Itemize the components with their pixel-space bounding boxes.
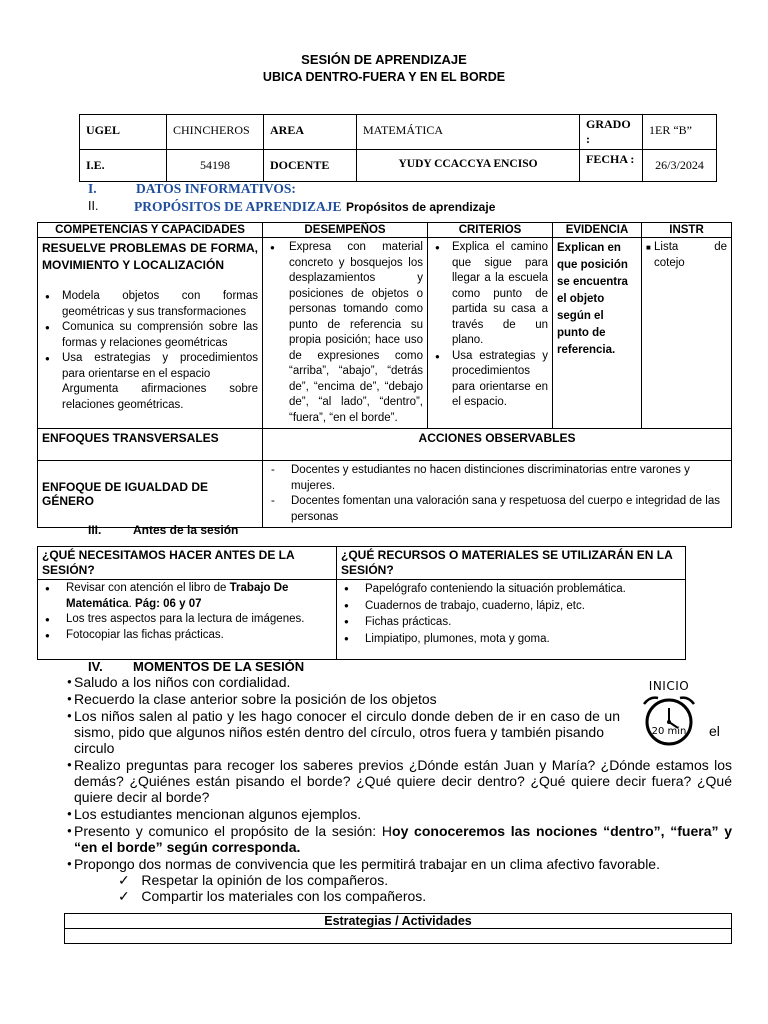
acciones-cell bbox=[263, 461, 732, 528]
ie-value: 54198 bbox=[167, 150, 264, 182]
section-2-number: II. bbox=[88, 199, 99, 213]
ugel-label: UGEL bbox=[80, 115, 167, 150]
evidencia-text: Explican en que posición se encuentra el objeto según el punto de referencia. bbox=[557, 242, 628, 356]
enfoques-label: ENFOQUES TRANSVERSALES bbox=[38, 429, 263, 461]
header-instr: INSTR bbox=[642, 223, 732, 238]
area-label: AREA bbox=[264, 115, 357, 150]
criterios-cell bbox=[428, 238, 553, 429]
docente-value: YUDY CCACCYA ENCISO bbox=[357, 150, 580, 182]
capacidades-list bbox=[42, 289, 258, 382]
desempeno-text: ● Expresa con material concreto y bosquejos los desplazamientos y posiciones de objetos o personas tomando como punto de referencia su propia posición; hace uso de expresiones como “arriba”, “abajo”, “detrás de”, “encima de”, “debajo de”, “al lado”, “dentro”, “fuera”, “en el borde”. bbox=[267, 240, 423, 426]
check-icon: ✓ bbox=[118, 872, 130, 888]
antes-left-cell bbox=[38, 580, 337, 660]
page-subtitle: UBICA DENTRO-FUERA Y EN EL BORDE bbox=[262, 70, 506, 84]
ugel-value: CHINCHEROS bbox=[167, 115, 264, 150]
antes-right-item: ● Limpiatipo, plumones, mota y goma. bbox=[341, 631, 681, 648]
antes-right-item: ● Cuadernos de trabajo, cuaderno, lápiz, etc. bbox=[341, 598, 681, 615]
square-bullet-icon: ■ bbox=[646, 243, 651, 252]
capacidad-extra: Argumenta afirmaciones sobre relaciones geométricas. bbox=[62, 383, 258, 411]
desempeno-cell bbox=[263, 238, 428, 429]
instrumento-item bbox=[646, 240, 727, 271]
antes-right-list bbox=[341, 581, 681, 647]
antes-right-item: ● Fichas prácticas. bbox=[341, 614, 681, 631]
section-2-subtitle: Propósitos de aprendizaje bbox=[346, 200, 496, 214]
dash-bullet: - bbox=[271, 464, 275, 476]
section-1-number: I. bbox=[88, 181, 97, 196]
alarm-clock-icon bbox=[632, 692, 706, 748]
momento-el-word: el bbox=[709, 723, 720, 739]
antes-right-cell bbox=[337, 580, 686, 660]
section-1-title: DATOS INFORMATIVOS: bbox=[136, 181, 296, 196]
header-criterios: CRITERIOS bbox=[428, 223, 553, 238]
antes-left-item: ● Revisar con atención el libro de Trabajo De Matemática. Pág: 06 y 07 bbox=[42, 581, 332, 612]
clock-label: INICIO bbox=[648, 679, 690, 693]
momento-item: ● Saludo a los niños con cordialidad. bbox=[64, 674, 732, 690]
enfoque-name: ENFOQUE DE IGUALDAD DE GÉNERO bbox=[38, 461, 263, 528]
instrumento-text: Lista de cotejo bbox=[654, 241, 727, 269]
page-title: SESIÓN DE APRENDIZAJE bbox=[301, 52, 467, 67]
accion-item bbox=[267, 494, 727, 525]
section-2-title: PROPÓSITOS DE APRENDIZAJE bbox=[134, 199, 342, 214]
instrumento-cell bbox=[642, 238, 732, 429]
docente-label: DOCENTE bbox=[264, 150, 357, 182]
antes-left-list bbox=[42, 581, 332, 643]
header-competencias: COMPETENCIAS Y CAPACIDADES bbox=[38, 223, 263, 238]
section-4-number: IV. bbox=[88, 659, 103, 674]
accion-item bbox=[267, 463, 727, 494]
section-3-number: III. bbox=[88, 523, 102, 537]
criterio-item: ● Usa estrategias y procedimientos para orientarse en el espacio. bbox=[432, 349, 548, 411]
antes-left-item: ● Fotocopiar las fichas prácticas. bbox=[42, 628, 332, 644]
capacidad-item: ● Modela objetos con formas geométricas y sus transformaciones bbox=[42, 289, 258, 320]
info-table bbox=[79, 114, 717, 182]
header-evidencia: EVIDENCIA bbox=[553, 223, 642, 238]
competencia-title: RESUELVE PROBLEMAS DE FORMA, MOVIMIENTO Y LOCALIZACIÓN bbox=[42, 241, 258, 272]
capacidad-item: ● Comunica su comprensión sobre las formas y relaciones geométricas bbox=[42, 320, 258, 351]
criterio-item: ● Explica el camino que sigue para llegar a la escuela como punto de partida su casa a través de un plano. bbox=[432, 240, 548, 349]
estrategias-empty-row bbox=[65, 929, 732, 944]
header-desempenos: DESEMPEÑOS bbox=[263, 223, 428, 238]
grado-value: 1ER “B” bbox=[643, 115, 717, 150]
fecha-value: 26/3/2024 bbox=[643, 150, 717, 182]
section-4-title: MOMENTOS DE LA SESIÓN bbox=[133, 659, 305, 674]
momento-item: ● Propongo dos normas de convivencia que les permitirá trabajar en un clima afectivo favorable. bbox=[64, 856, 732, 872]
dash-bullet: - bbox=[271, 495, 275, 507]
evidencia-cell bbox=[553, 238, 642, 429]
clock-time: 20 min bbox=[651, 726, 687, 737]
norma-item: ✓ Respetar la opinión de los compañeros. bbox=[118, 872, 389, 888]
competencias-table bbox=[37, 222, 732, 528]
capacidad-item: ● Usa estrategias y procedimientos para orientarse en el espacio bbox=[42, 351, 258, 382]
momento-circulo-word: circulo bbox=[74, 740, 115, 756]
criterios-list bbox=[432, 240, 548, 411]
momento-item: ● Los estudiantes mencionan algunos ejemplos. bbox=[64, 806, 732, 822]
competencia-cell bbox=[38, 238, 263, 429]
estrategias-title: Estrategias / Actividades bbox=[65, 914, 732, 929]
section-2-heading bbox=[134, 198, 495, 216]
momento-item: ● Realizo preguntas para recoger los saberes previos ¿Dónde están Juan y María? ¿Dónde estamos los demás? ¿Quiénes están pisando el borde? ¿Qué quiere decir dentro? ¿Qué quiere decir fuera? ¿Qué quiere decir al borde? bbox=[64, 757, 732, 805]
antes-left-item: ● Los tres aspectos para la lectura de imágenes. bbox=[42, 612, 332, 628]
norma-item: ✓ Compartir los materiales con los compañeros. bbox=[118, 888, 427, 904]
fecha-label: FECHA : bbox=[580, 150, 643, 182]
estrategias-table bbox=[64, 913, 732, 944]
section-3-title: Antes de la sesión bbox=[133, 523, 239, 537]
momento-item-proposito: ● Presento y comunico el propósito de la sesión: Hoy conoceremos las nociones “dentro”, “fuera” y “en el borde” según corresponda. bbox=[64, 823, 732, 855]
acciones-label: ACCIONES OBSERVABLES bbox=[263, 429, 732, 461]
check-icon: ✓ bbox=[118, 888, 130, 904]
antes-header-right: ¿QUÉ RECURSOS O MATERIALES SE UTILIZARÁN EN LA SESIÓN? bbox=[337, 547, 686, 580]
ie-label: I.E. bbox=[80, 150, 167, 182]
momento-item: ● Los niños salen al patio y les hago conocer el circulo donde deben de ir en caso de un sismo, pido que algunos niños estén dentro del círculo, otros fuera y también pisando bbox=[64, 708, 620, 740]
accion-text: Docentes fomentan una valoración sana y respetuosa del cuerpo e integridad de las personas bbox=[291, 495, 720, 523]
accion-text: Docentes y estudiantes no hacen distinciones discriminatorias entre varones y mujeres. bbox=[291, 464, 690, 492]
momento-item: ● Recuerdo la clase anterior sobre la posición de los objetos bbox=[64, 691, 732, 707]
antes-header-left: ¿QUÉ NECESITAMOS HACER ANTES DE LA SESIÓN? bbox=[38, 547, 337, 580]
grado-label: GRADO : bbox=[580, 115, 643, 150]
antes-table bbox=[37, 546, 686, 660]
antes-right-item: ● Papelógrafo conteniendo la situación problemática. bbox=[341, 581, 681, 598]
area-value: MATEMÁTICA bbox=[357, 115, 580, 150]
